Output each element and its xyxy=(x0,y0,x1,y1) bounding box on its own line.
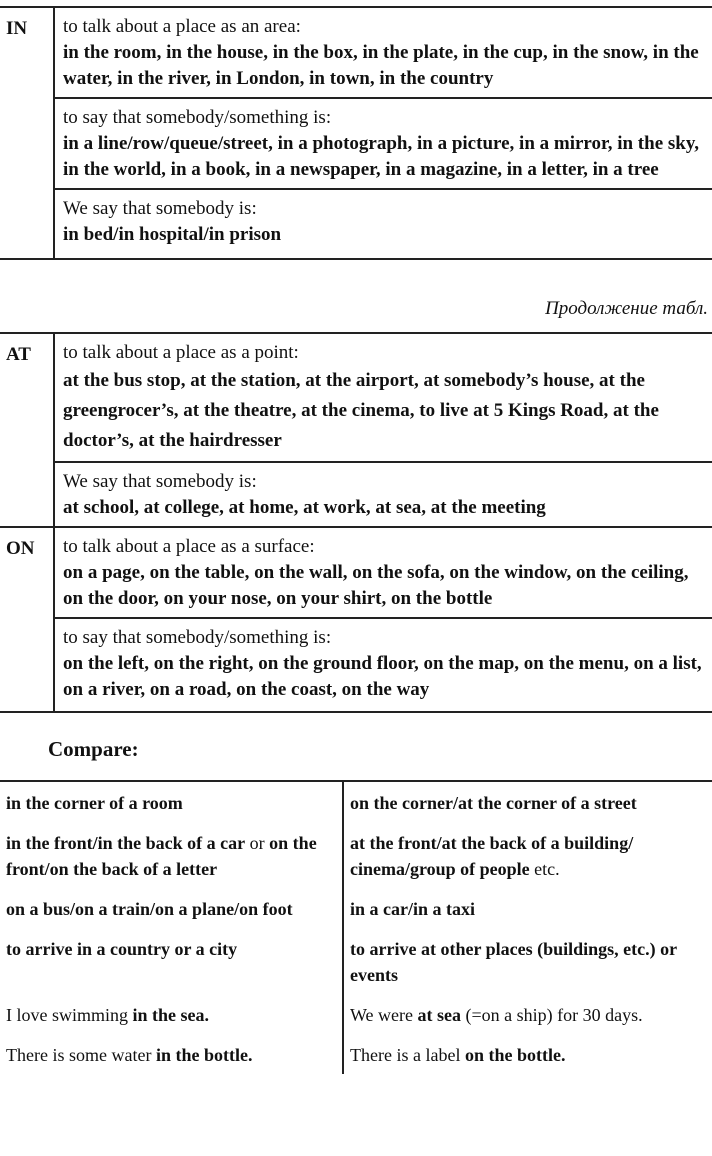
text-run: on the bottle. xyxy=(464,1045,566,1065)
text-run: at the front/at the back of a building/ cinema/group of people xyxy=(350,833,634,879)
text-run: etc. xyxy=(529,859,560,879)
text-run: I love swimming xyxy=(6,1005,133,1025)
at-on-table xyxy=(0,332,712,713)
prep-in: IN xyxy=(0,7,54,259)
row-examples: at the bus stop, at the station, at the airport, at somebody’s house, at the greengrocer’s, at the theatre, at the cinema, to live at 5 Kings Road, at the doctor’s, at the hairdresser xyxy=(63,370,659,451)
compare-row xyxy=(0,822,712,888)
continuation-note: Продолжение табл. xyxy=(545,298,708,319)
text-run: in a car/in a taxi xyxy=(350,899,475,919)
row-examples: in a line/row/queue/street, in a photograph, in a picture, in a mirror, in the sky, in the world, in a book, in a newspaper, in a magazine, in a letter, in a tree xyxy=(63,133,700,180)
text-run: in the bottle. xyxy=(155,1045,253,1065)
row-label: to say that somebody/something is: xyxy=(63,107,332,128)
text-run: on the corner/at the corner of a street xyxy=(350,793,637,813)
row-label: to say that somebody/something is: xyxy=(63,627,332,648)
compare-row xyxy=(0,888,712,928)
in-row-somebody xyxy=(54,189,712,259)
text-run: to arrive in a country or a city xyxy=(6,939,238,959)
text-run: We were xyxy=(350,1005,418,1025)
compare-table xyxy=(0,780,712,1074)
compare-row xyxy=(0,994,712,1034)
row-label: to talk about a place as an area: xyxy=(63,16,301,37)
prep-on: ON xyxy=(0,527,54,712)
compare-cell-right xyxy=(343,928,712,994)
compare-row xyxy=(0,781,712,822)
row-examples: in the room, in the house, in the box, in the plate, in the cup, in the snow, in the water, in the river, in London, in town, in the country xyxy=(63,42,699,89)
compare-cell-left xyxy=(0,1034,343,1074)
row-label: to talk about a place as a point: xyxy=(63,342,299,363)
text-run: in the corner of a room xyxy=(6,793,183,813)
in-row-is xyxy=(54,98,712,189)
text-run: in the sea. xyxy=(132,1005,209,1025)
prep-at: AT xyxy=(0,333,54,527)
row-examples: at school, at college, at home, at work, at sea, at the meeting xyxy=(63,497,546,518)
compare-cell-left xyxy=(0,928,343,994)
text-run: to arrive at other places (buildings, etc.) or events xyxy=(350,939,677,985)
row-label: We say that somebody is: xyxy=(63,471,257,492)
compare-row xyxy=(0,1034,712,1074)
compare-cell-left xyxy=(0,822,343,888)
row-examples: on the left, on the right, on the ground floor, on the map, on the menu, on a list, on a river, on a road, on the coast, on the way xyxy=(63,653,702,700)
compare-heading: Compare: xyxy=(48,737,139,761)
row-label: We say that somebody is: xyxy=(63,198,257,219)
in-row-area xyxy=(54,7,712,98)
text-run: on a bus/on a train/on a plane/on foot xyxy=(6,899,293,919)
compare-cell-right xyxy=(343,1034,712,1074)
text-run: There is some water xyxy=(6,1045,156,1065)
compare-cell-right xyxy=(343,994,712,1034)
compare-cell-left xyxy=(0,781,343,822)
compare-cell-right xyxy=(343,781,712,822)
compare-cell-left xyxy=(0,888,343,928)
text-run: There is a label xyxy=(350,1045,465,1065)
text-run: at sea xyxy=(417,1005,462,1025)
text-run: in the front/in the back of a car xyxy=(6,833,246,853)
row-examples: in bed/in hospital/in prison xyxy=(63,224,282,245)
at-row-somebody xyxy=(54,462,712,527)
text-run: or xyxy=(245,833,270,853)
compare-cell-right xyxy=(343,888,712,928)
row-examples: on a page, on the table, on the wall, on the sofa, on the window, on the ceiling, on the door, on your nose, on your shirt, on the bottle xyxy=(63,562,689,609)
compare-cell-right xyxy=(343,822,712,888)
text-run: (=on a ship) for 30 days. xyxy=(461,1005,643,1025)
compare-row xyxy=(0,928,712,994)
on-row-surface xyxy=(54,527,712,618)
at-row-point xyxy=(54,333,712,462)
row-label: to talk about a place as a surface: xyxy=(63,536,315,557)
on-row-is xyxy=(54,618,712,712)
in-table xyxy=(0,6,712,260)
compare-cell-left xyxy=(0,994,343,1034)
text-run: on the front/on the back of a letter xyxy=(6,833,317,879)
